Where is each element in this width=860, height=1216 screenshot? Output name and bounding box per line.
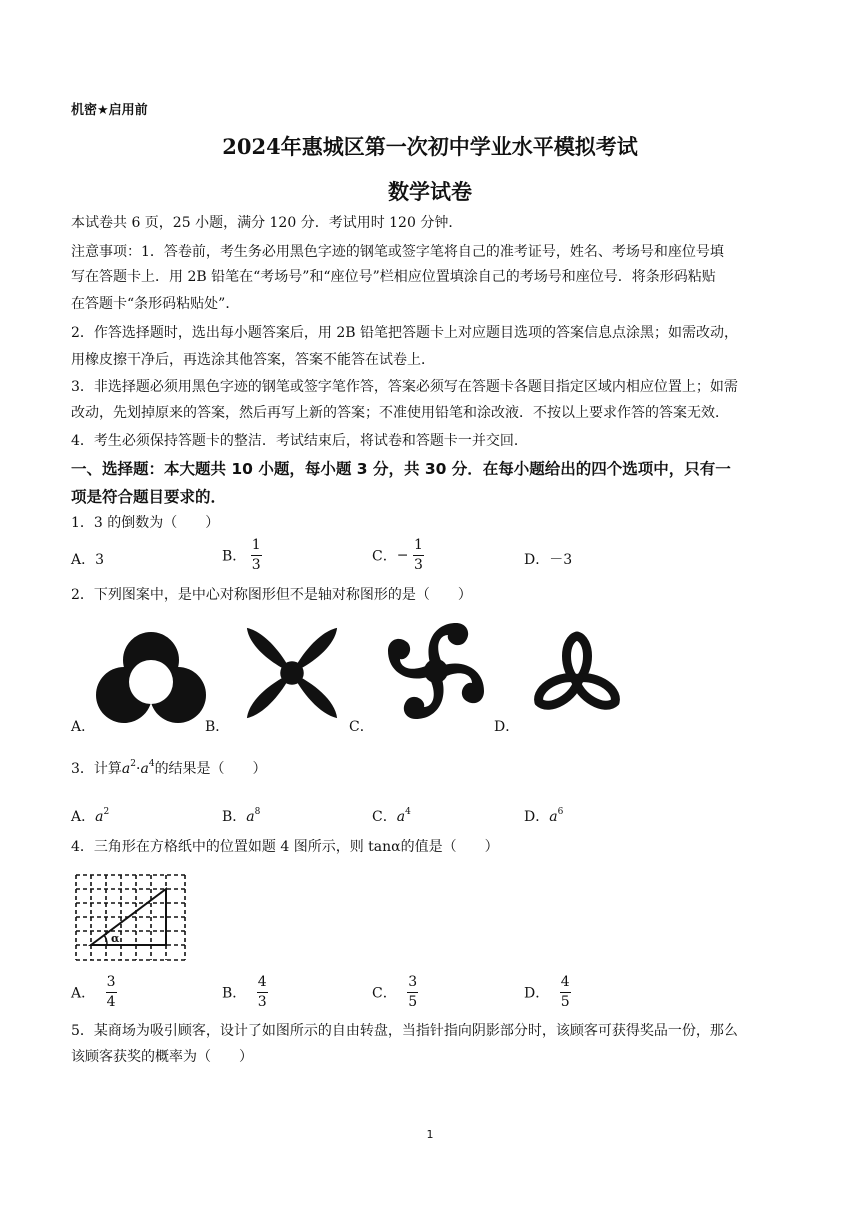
q4-option-a: A． $\frac{3}{4}$ bbox=[71, 974, 116, 1010]
q2-option-b-label: B． bbox=[205, 719, 230, 735]
q4-option-b: B． $\frac{4}{3}$ bbox=[222, 974, 267, 1010]
fraction: $\frac{3}{4}$ bbox=[106, 974, 116, 1010]
intro-line: 在答题卡“条形码粘贴处”． bbox=[71, 296, 240, 312]
trefoil-ring-figure bbox=[96, 630, 206, 725]
exam-subtitle: 数学试卷 bbox=[388, 179, 472, 204]
intro-line: 注意事项：1．答卷前，考生务必用黑色字迹的钢笔或签字笔将自己的准考证号，姓名、考场号和座位号填 bbox=[71, 244, 724, 260]
q3-option-d: D．$a^6$ bbox=[524, 807, 564, 825]
intro-line: 3．非选择题必须用黑色字迹的钢笔或签字笔作答，答案必须写在答题卡各题目指定区域内相应位置上；如需 bbox=[71, 379, 738, 395]
fraction: $\frac{3}{5}$ bbox=[408, 974, 418, 1010]
q2-option-a-label: A． bbox=[71, 719, 96, 735]
fraction: $\frac{1}{3}$ bbox=[251, 537, 261, 573]
grid-triangle-figure bbox=[73, 872, 188, 964]
q1-option-c: C．− $\frac{1}{3}$ bbox=[372, 537, 423, 573]
q1-option-d: D．－3 bbox=[524, 552, 573, 568]
q1-option-b: B． $\frac{1}{3}$ bbox=[222, 537, 261, 573]
q2-option-d-label: D． bbox=[494, 719, 520, 735]
intro-line: 写在答题卡上．用 2B 铅笔在“考场号”和“座位号”栏相应位置填涂自己的考场号和座位号．将条形码粘贴 bbox=[71, 269, 716, 285]
fraction: $\frac{1}{3}$ bbox=[413, 537, 423, 573]
intro-line: 本试卷共 6 页，25 小题，满分 120 分．考试用时 120 分钟． bbox=[71, 215, 463, 231]
section-heading-line: 一、选择题：本大题共 10 小题，每小题 3 分，共 30 分．在每小题给出的四个选项中，只有一 bbox=[71, 460, 731, 478]
exam-title: 2024年惠城区第一次初中学业水平模拟考试 bbox=[222, 134, 638, 159]
question-3-stem: 3．计算$a^2\cdot a^4$的结果是（ ） bbox=[71, 759, 267, 777]
q4-option-d: D． $\frac{4}{5}$ bbox=[524, 974, 570, 1010]
question-5-stem-line: 该顾客获奖的概率为（ ） bbox=[71, 1049, 253, 1065]
four-petal-figure bbox=[243, 623, 341, 723]
alpha-label: α bbox=[111, 932, 120, 945]
q1-option-a: A．3 bbox=[71, 552, 105, 568]
question-4-stem: 4．三角形在方格纸中的位置如题 4 图所示，则 tanα的值是（ ） bbox=[71, 839, 499, 855]
three-loop-figure bbox=[527, 630, 627, 724]
section-heading-line: 项是符合题目要求的． bbox=[71, 488, 227, 506]
intro-line: 改动，先划掉原来的答案，然后再写上新的答案；不准使用铅笔和涂改液．不按以上要求作答的答案无效． bbox=[71, 405, 729, 421]
question-5-stem-line: 5．某商场为吸引顾客，设计了如图所示的自由转盘，当指针指向阴影部分时，该顾客可获得奖品一份，那么 bbox=[71, 1023, 738, 1039]
intro-line: 用橡皮擦干净后，再选涂其他答案，答案不能答在试卷上． bbox=[71, 352, 435, 368]
q4-option-c: C． $\frac{3}{5}$ bbox=[372, 974, 418, 1010]
q2-option-c-label: C． bbox=[349, 719, 374, 735]
confidential-mark: 机密★启用前 bbox=[71, 103, 148, 118]
question-2-stem: 2．下列图案中，是中心对称图形但不是轴对称图形的是（ ） bbox=[71, 587, 472, 603]
fraction: $\frac{4}{5}$ bbox=[560, 974, 570, 1010]
intro-line: 2．作答选择题时，选出每小题答案后，用 2B 铅笔把答题卡上对应题目选项的答案信息点涂黑；如需改动， bbox=[71, 325, 739, 341]
pinwheel-figure bbox=[382, 618, 490, 724]
page-number: 1 bbox=[426, 1128, 434, 1141]
fraction: $\frac{4}{3}$ bbox=[257, 974, 267, 1010]
q3-option-a: A．$a^2$ bbox=[71, 807, 110, 825]
intro-line: 4．考生必须保持答题卡的整洁．考试结束后，将试卷和答题卡一并交回． bbox=[71, 433, 528, 449]
q3-option-c: C．$a^4$ bbox=[372, 807, 411, 825]
q3-option-b: B．$a^8$ bbox=[222, 807, 261, 825]
question-1-stem: 1．3 的倒数为（ ） bbox=[71, 515, 220, 531]
